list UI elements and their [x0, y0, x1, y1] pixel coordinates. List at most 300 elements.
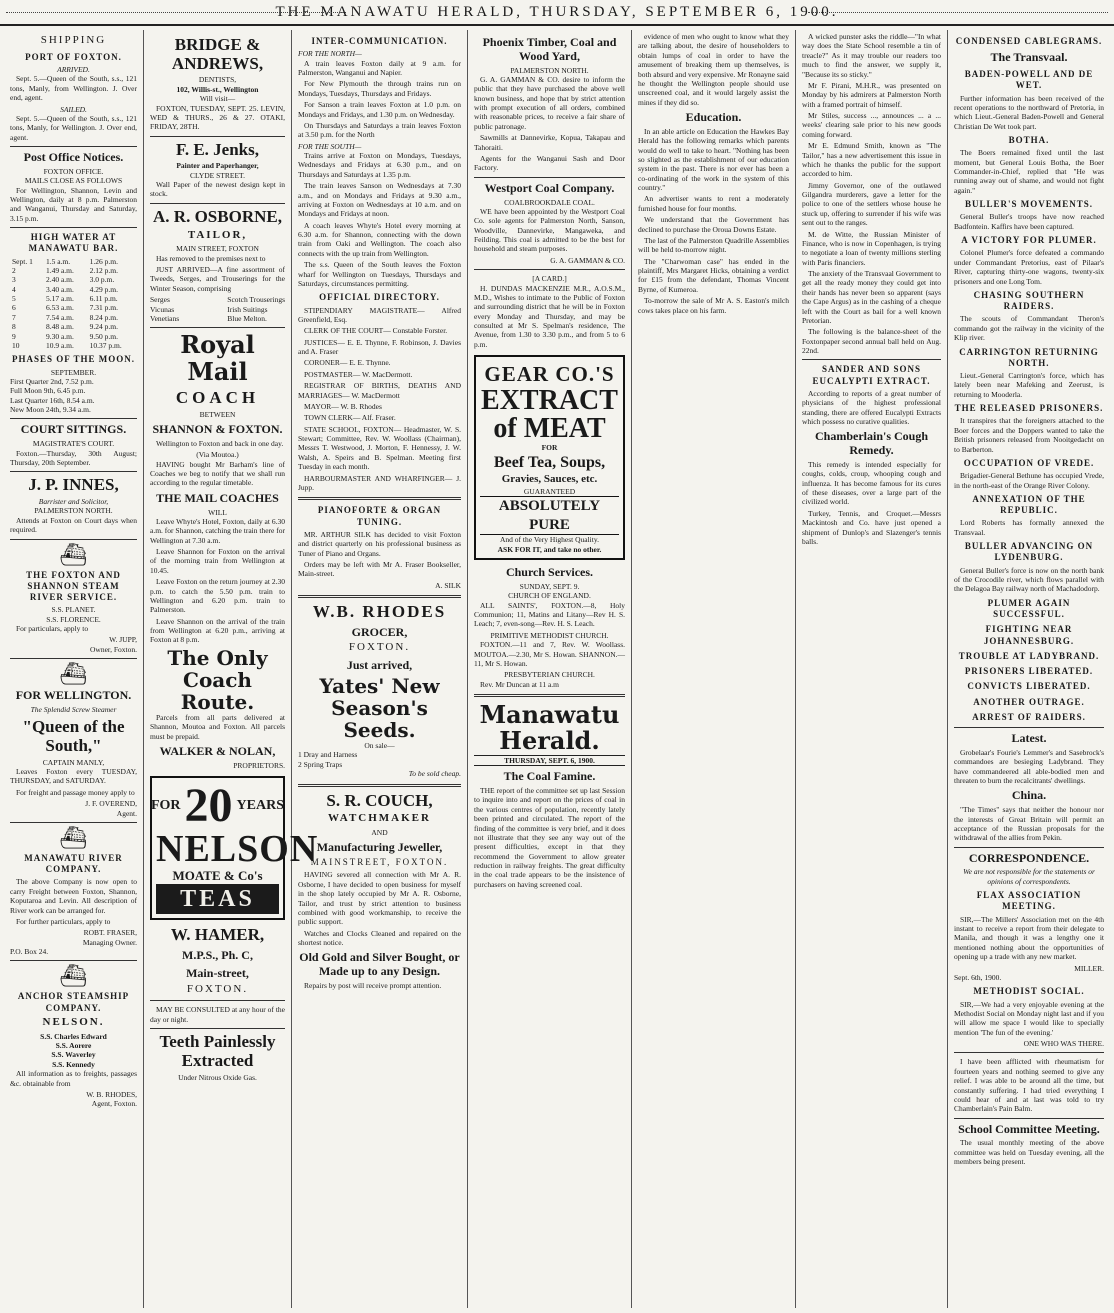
nelson-20: 20 — [184, 779, 233, 833]
shannon-foxton: SHANNON & FOXTON. — [152, 422, 283, 437]
high-water-cell: 3.40 a.m. — [45, 284, 74, 294]
arrived-text: JUST ARRIVED—A fine assortment of Tweeds, Serges, and Trouserings for the Winter Season, comprising — [150, 265, 285, 293]
china-text: "The Times" says that neither the honour nor the interests of Great Britain will permit an acceptance of the Russian proposals for the withdrawal of the allies from Pekin. — [954, 805, 1104, 843]
riddle-text: evidence of men who ought to know what they are talking about, the desire of householders to obtain lumps of coal in order to have the amusement of breaking them up themselves, is both absurd and very expensive. Mr Ronayne said he thought the Wellington people should use unscreened coal, and it would largely assist the mines if they did so. — [638, 32, 789, 107]
column-5 — [632, 30, 796, 1308]
tomorrow-text: To-morrow the sale of Mr A. S. Easton's milch cows takes place on his farm. — [638, 296, 789, 315]
divider — [474, 269, 625, 270]
osborne-name: A. R. OSBORNE, — [153, 206, 282, 226]
bp-title: BADEN-POWELL AND DE WET. — [964, 69, 1094, 91]
rhodes-item: 1 Dray and Harness — [298, 750, 358, 760]
jenks-place: CLYDE STREET. — [190, 170, 245, 180]
hamer-sub: Main-street, — [186, 965, 249, 980]
osborne-title: TAILOR, — [187, 228, 248, 241]
high-water-cell: 10.9 a.m. — [45, 340, 74, 350]
rhodes-seeds: Yates' New Season's Seeds. — [319, 674, 440, 743]
church-sub-3: PRESBYTERIAN CHURCH. — [504, 670, 595, 680]
anxiety-text: The anxiety of the Transvaal Government to get all the ready money they could get into their hands has never been so apparent (says the Cape Argus) as in the cashing of a cheque left with the Court as bail for a well known Pretorian. — [802, 269, 941, 325]
westport-sub: COALBROOKDALE COAL. — [504, 197, 595, 207]
high-water-cell: 9.50 p.m. — [89, 331, 118, 341]
flax-text: SIR,—The Millers' Association met on the 4th instant to receive a report from their delegate to Manila, and though it was a lengthy one it mentioned nothing about the opportunities of opening up a trade with any new market. — [954, 914, 1104, 962]
methodist-sign: ONE WHO WAS THERE. — [1023, 1039, 1104, 1049]
steam-particulars: For particulars, apply to — [16, 624, 89, 634]
chasing-title: CHASING SOUTHERN RAIDERS. — [973, 289, 1085, 312]
innes-name: J. P. INNES, — [28, 475, 119, 495]
teeth-title: Teeth Painlessly Extracted — [159, 1032, 276, 1070]
couch-trade: WATCHMAKER — [328, 812, 431, 825]
divider — [150, 136, 285, 137]
chamberlain-title: Chamberlain's Cough Remedy. — [814, 429, 929, 458]
masthead-rule-right — [808, 12, 1108, 13]
queen-agent-role: Agent. — [116, 808, 137, 818]
divider — [10, 418, 137, 419]
jenks-title: Painter and Paperhanger, — [176, 161, 259, 171]
mail-coach-text-3: Leave Foxton on the return journey at 2.30 p.m. to catch the 5.50 p.m. train to Wellington and 6.20 p.m. train to Palmerston. — [150, 577, 285, 615]
pirani-text: Mr F. Pirani, M.H.R., was presented on Monday by his admirers at Palmerston North with a framed portrait of himself. — [802, 80, 941, 109]
anchor-ship-4: S.S. Kennedy — [52, 1059, 95, 1069]
high-water-title: HIGH WATER AT MANAWATU BAR. — [28, 232, 119, 254]
gear-gravies: Gravies, Sauces, etc. — [501, 472, 598, 485]
anchor-agent-role: Agent, Foxton. — [91, 1099, 137, 1109]
innes-title: Barrister and Solicitor, — [38, 497, 109, 507]
official-directory-list — [298, 306, 461, 493]
ic-text: Trains arrive at Foxton on Mondays, Tuesdays, Wednesdays and Fridays at 6.30 p.m., and on Thursdays and Saturdays at 1.35 p.m. — [298, 151, 461, 179]
river-title: MANAWATU RIVER COMPANY. — [24, 852, 123, 875]
high-water-cell: 6.53 a.m. — [45, 303, 74, 313]
divider — [150, 327, 285, 328]
between: BETWEEN — [199, 409, 236, 419]
flax-date: Sept. 6th, 1900. — [954, 972, 1002, 982]
high-water-cell: Sept. 1 — [12, 256, 33, 266]
church-text-2: FOXTON.—11 and 7, Rev. W. Woollass. MOUTOA.—2.30, Mr S. Howan. SHANNON.—11, Mr S. Howan. — [474, 640, 625, 668]
only-coach-title: The Only Coach Route. — [167, 645, 268, 714]
gear-guaranteed: GUARANTEED — [523, 486, 576, 496]
post-office-text: For Wellington, Shannon, Levin and Wellington, daily at 8 p.m. Palmerston and Wanganui, Thursday and Saturday, 3.15 p.m. — [10, 185, 137, 223]
steam-boat-1: S.S. PLANET. — [51, 605, 96, 615]
via-moutoa: (Via Moutoa.) — [196, 450, 239, 460]
cloth-item: Serges — [150, 295, 170, 305]
mail-coach-text-2: Leave Shannon for Foxton on the arrival of the morning train from Wellington at 10.45. — [150, 547, 285, 575]
ic-text: On Thursdays and Saturdays a train leaves Foxton at 3.50 p.m. for the North — [298, 120, 461, 140]
consult-text: MAY BE CONSULTED at any hour of the day or night. — [150, 1005, 285, 1024]
buller-title: BULLER'S MOVEMENTS. — [964, 199, 1094, 210]
westport-text: WE have been appointed by the Westport Coal Co. sole agents for Palmerston North, Sanson, Woodville, Dannevirke, Mangaweka, and Feilding. This coal is admitted to be the best for household and steam purposes. — [474, 206, 625, 254]
high-water-row — [10, 294, 137, 303]
steamship-icon: ⛴ — [59, 963, 88, 989]
cloth-item: Irish Suitings — [227, 304, 268, 314]
rhodes-sale: On sale— — [364, 741, 395, 751]
church-sub-1: CHURCH OF ENGLAND. — [508, 591, 591, 601]
couch-gold: Old Gold and Silver Bought, or Made up to any Design. — [299, 950, 460, 979]
queen-freight: For freight and passage money apply to — [16, 787, 135, 797]
mail-coaches-title: THE MAIL COACHES — [156, 490, 279, 505]
high-water-cell: 2.12 p.m. — [89, 265, 118, 275]
gear-of-meat: of MEAT — [493, 413, 606, 445]
cloth-item: Blue Melton. — [227, 313, 267, 323]
ic-text: For New Plymouth the through trains run on Mondays, Tuesdays, Thursdays and Fridays. — [298, 79, 461, 98]
timber-place: PALMERSTON NORTH. — [510, 65, 589, 75]
high-water-cell: 8.48 a.m. — [45, 322, 74, 332]
steamship-icon: ⛴ — [59, 541, 88, 567]
parcels-text: Parcels from all parts delivered at Shannon, Moutoa and Foxton. All parcels must be prepaid. — [150, 712, 285, 741]
piano-orders: Orders may be left with Mr A. Fraser Bookseller, Main-street. — [298, 559, 461, 579]
moon-month: SEPTEMBER. — [50, 367, 97, 377]
gear-title: GEAR CO.'S — [484, 362, 615, 387]
high-water-row — [10, 341, 137, 350]
divider — [954, 727, 1104, 728]
ic-text: For Sanson a train leaves Foxton at 1.0 p.m. on Mondays and Fridays, and 1.30 p.m. on Wednesday. — [298, 100, 461, 119]
steam-agent-role: Owner, Foxton. — [90, 644, 137, 654]
high-water-row — [10, 313, 137, 322]
court-text: Foxton.—Thursday, 30th August; Thursday, 20th September. — [10, 448, 137, 467]
anchor-text: All information as to freights, passages &c. obtainable from — [10, 1069, 137, 1088]
queen-title: "Queen of the South," — [22, 717, 125, 756]
river-box: P.O. Box 24. — [10, 947, 49, 957]
gear-extract-ad — [474, 355, 625, 560]
court-title: COURT SITTINGS. — [20, 422, 127, 437]
high-water-cell: 3 — [12, 275, 16, 285]
high-water-cell: 9.30 a.m. — [45, 331, 74, 341]
couch-trade-2: Manufacturing Jeweller, — [316, 840, 443, 855]
liberated-title: PRISONERS LIBERATED. — [964, 666, 1094, 677]
high-water-row — [10, 303, 137, 312]
innes-place: PALMERSTON NORTH. — [34, 506, 113, 516]
vrede-title: OCCUPATION OF VREDE. — [963, 457, 1095, 468]
edmund-text: Mr E. Edmund Smith, known as "The Tailor," has a new advertisement this issue in which he thanks the public for the support accorded to him. — [802, 141, 941, 179]
transvaal-title: The Transvaal. — [990, 50, 1068, 65]
divider — [10, 227, 137, 228]
school-title: School Committee Meeting. — [958, 1121, 1100, 1136]
port-heading: PORT OF FOXTON. — [25, 51, 122, 62]
couch-name: S. R. COUCH, — [326, 790, 433, 810]
rhodes-name: W.B. RHODES — [312, 602, 447, 621]
high-water-cell: 3.0 p.m. — [89, 275, 115, 285]
divider — [298, 497, 461, 500]
balance-sheet-text: The following is the balance-sheet of the Foxtonpaper second annual ball held on Aug. 22nd. — [802, 327, 941, 355]
high-water-cell: 8 — [12, 322, 16, 332]
mail-coach-text-4: Leave Shannon on the arrival of the train from Wellington at 6.20 p.m., arriving at Foxton at 8 p.m. — [150, 616, 285, 645]
ic-south: FOR THE SOUTH— — [298, 141, 362, 151]
carrington-text: Lieut.-General Carrington's force, which has lately been near Mafeking and Zeerust, is returning to Mooderla. — [954, 371, 1104, 399]
shipping-title: SHIPPING — [40, 34, 107, 46]
post-office-title: Post Office Notices. — [23, 150, 124, 164]
divider — [10, 822, 137, 823]
correspondence-title: CORRESPONDENCE. — [968, 850, 1090, 865]
hamer-place: FOXTON. — [186, 982, 249, 995]
divider — [298, 784, 461, 787]
post-office-sub: FOXTON OFFICE. — [43, 166, 104, 176]
witte-text: M. de Witte, the Russian Minister of Finance, who is now in Copenhagen, is trying to negotiate a loan of twenty millions sterling with Paris financiers. — [802, 229, 941, 267]
directory-entry: JUSTICES— E. E. Thynne, F. Robinson, J. Davies and A. Fraser — [298, 337, 461, 356]
high-water-cell: 7.31 p.m. — [89, 303, 118, 313]
divider — [298, 595, 461, 598]
high-water-cell: 4.29 p.m. — [89, 284, 118, 294]
nelson-teas: TEAS — [156, 884, 279, 914]
divider — [150, 203, 285, 204]
convicts-title: CONVICTS LIBERATED. — [967, 681, 1091, 692]
anchor-place: NELSON. — [42, 1015, 105, 1028]
high-water-cell: 9.24 p.m. — [89, 322, 118, 332]
column-6 — [796, 30, 948, 1308]
directory-entry: HARBOURMASTER AND WHARFINGER— J. Jupp. — [298, 473, 461, 492]
herald-title: Manawatu Herald. — [479, 700, 620, 756]
nelson-name: NELSON — [156, 828, 319, 871]
lydenburg-text: General Buller's force is now on the north bank of the Crocodile river, which flows parallel with the Delagoa Bay railway north of Machadodorp. — [954, 565, 1104, 594]
anchor-title: ANCHOR STEAMSHIP COMPANY. — [17, 991, 130, 1013]
captain: CAPTAIN MANLY, — [42, 757, 105, 767]
china-title: China. — [1011, 788, 1047, 803]
ic-text: The train leaves Sanson on Wednesdays at 7.30 a.m., and on Mondays and Fridays at 9.30 a.m., arriving at Foxton on Wednesdays at 10 a.m. and on Mondays and Fridays at noon. — [298, 181, 461, 219]
walker-role: PROPRIETORS. — [233, 760, 285, 770]
royal-mail-title: Royal Mail — [180, 330, 255, 386]
divider — [10, 960, 137, 961]
queen-text: Leaves Foxton every TUESDAY, THURSDAY, and SATURDAY. — [10, 767, 137, 786]
divider — [954, 1052, 1104, 1053]
methodist-text: SIR,—We had a very enjoyable evening at the Methodist Social on Monday night last and if you will allow me space I would like to specially mention 'The fun of the evening.' — [954, 999, 1104, 1037]
walker-title: WALKER & NOLAN, — [159, 743, 276, 758]
moon-phase: Full Moon 9th, 6.45 p.m. — [10, 386, 86, 396]
high-water-cell: 9 — [12, 331, 16, 341]
directory-entry: STIPENDIARY MAGISTRATE— Alfred Greenfield, Esq. — [298, 305, 461, 324]
advert-text: An advertiser wants to rent a moderately furnished house for four months. — [638, 194, 789, 213]
high-water-cell: 2 — [12, 265, 16, 275]
hamer-title: M.P.S., Ph. C, — [182, 948, 253, 963]
directory-entry: STATE SCHOOL, FOXTON— Headmaster, W. S. Stewart; Committee, Rev. W. Woollass (Chairman), Messrs T. Westwood, J. Morton, F. Hennessy, J. W. Walsh, A. Speirs and B. Spelman. Meeting first Tuesday in each month. — [298, 424, 461, 472]
high-water-cell: 1.49 a.m. — [45, 265, 74, 275]
high-water-table — [10, 257, 137, 351]
church-title: Church Services. — [505, 565, 594, 580]
piano-title: PIANOFORTE & ORGAN TUNING. — [317, 505, 442, 527]
westport-title: Westport Coal Company. — [484, 180, 615, 195]
couch-place: MAINSTREET, FOXTON. — [310, 857, 449, 868]
high-water-cell: 4 — [12, 284, 16, 294]
plumer-title: PLUMER AGAIN SUCCESSFUL. — [987, 597, 1071, 620]
ic-text: A train leaves Foxton daily at 9 a.m. for Palmerston, Wanganui and Napier. — [298, 58, 461, 77]
released-title: THE RELEASED PRISONERS. — [954, 403, 1104, 414]
steam-service-title: THE FOXTON AND SHANNON STEAM RIVER SERVICE. — [26, 569, 121, 603]
high-water-cell: 5.17 a.m. — [45, 294, 74, 304]
masthead — [0, 0, 1114, 26]
arrived-label: ARRIVED. — [57, 65, 90, 74]
column-3 — [292, 30, 468, 1308]
correspondence-note: We are not responsible for the statements or opinions of correspondents. — [963, 867, 1095, 886]
jenks-text: Wall Paper of the newest design kept in stock. — [150, 180, 285, 199]
masthead-rule-left — [6, 12, 346, 13]
latest-title: Latest. — [1011, 731, 1047, 746]
timber-title: Phoenix Timber, Coal and Wood Yard, — [482, 35, 617, 63]
westport-sign: G. A. GAMMAN & CO. — [550, 255, 625, 265]
will: WILL — [208, 507, 227, 517]
bridge-title: BRIDGE & ANDREWS, — [171, 35, 264, 73]
screw-line: The Splendid Screw Steamer — [30, 704, 117, 714]
flax-title: FLAX ASSOCIATION MEETING. — [976, 890, 1082, 912]
coach-word: COACH — [175, 388, 260, 408]
church-sub-2: PRIMITIVE METHODIST CHURCH. — [490, 630, 609, 640]
bridge-visit: Will visit— — [199, 94, 236, 104]
arrest-title: ARREST OF RAIDERS. — [972, 711, 1086, 722]
steam-agent: W. JUPP, — [109, 635, 137, 645]
couch-post: Repairs by post will receive prompt attention. — [304, 980, 442, 990]
gear-ask: ASK FOR IT, and take no other. — [497, 544, 602, 554]
cloth-list — [150, 295, 285, 323]
sailed-text: Sept. 5.—Queen of the South, s.s., 121 tons, Manly, for Wellington. J. Over end, agent. — [10, 113, 137, 142]
couch-text: HAVING severed all connection with Mr A. R. Osborne, I have decided to open business for myself in the shop lately occupied by Mr A. R. Osborne, Tailor, and trust by strict attention to business combined with good workmanship, to receive the public support. — [298, 870, 461, 927]
ic-text: A coach leaves Whyte's Hotel every morning at 6.30 a.m. for Shannon, connecting with the down train from Oaki and Wellington. The coach also connects with the up train from Wellington. — [298, 220, 461, 258]
high-water-cell: 6.11 p.m. — [89, 294, 118, 304]
vrede-text: Brigadier-General Bethune has occupied Vrede, in the north-east of the Orange River Colony. — [954, 471, 1104, 490]
ladybrand-title: TROUBLE AT LADYBRAND. — [958, 650, 1100, 661]
high-water-cell: 1.26 p.m. — [89, 256, 118, 266]
rhodes-item: 2 Spring Traps — [298, 759, 343, 769]
directory-entry: CLERK OF THE COURT— Constable Forster. — [304, 326, 448, 336]
botha-title: BOTHA. — [1008, 135, 1050, 146]
high-water-cell: 8.24 p.m. — [89, 312, 118, 322]
rheumatism-text: I have been afflicted with rheumatism for fourteen years and nothing seemed to give any relief. I was able to be around all the time, but constantly suffering. I had tried everything I could hear of and at last was told to try Chamberlain's Pain Balm. — [954, 1057, 1104, 1114]
anchor-ship-1: S.S. Charles Edward — [40, 1031, 107, 1041]
quadrille-text: The last of the Palmerston Quadrille Assemblies will be held to-morrow night. — [638, 235, 789, 255]
church-text-3: Rev. Mr Duncan at 11 a.m — [480, 679, 560, 689]
moon-phase: New Moon 24th, 9.34 a.m. — [10, 405, 91, 415]
column-7 — [948, 30, 1110, 1308]
nelson-years: YEARS — [236, 798, 285, 814]
gear-beef: Beef Tea, Soups, — [493, 453, 606, 471]
methodist-title: METHODIST SOCIAL. — [973, 986, 1085, 997]
rhodes-arrived: Just arrived, — [346, 658, 413, 673]
steam-boat-2: S.S. FLORENCE. — [46, 614, 101, 624]
court-sub: MAGISTRATE'S COURT. — [32, 439, 115, 449]
moon-phase: Last Quarter 16th, 8.54 a.m. — [10, 395, 95, 405]
timber-mills: Sawmills at Dannevirke, Kopua, Takapau and Tahoraiti. — [474, 133, 625, 152]
directory-entry: CORONER— E. E. Thynne. — [304, 358, 391, 368]
innes-text: Attends at Foxton on Court days when required. — [10, 515, 137, 535]
divider — [150, 1028, 285, 1029]
column-2 — [144, 30, 319, 1308]
high-water-cell: 7 — [12, 312, 16, 322]
jenks-name: F. E. Jenks, — [176, 139, 259, 159]
column-1 — [4, 30, 144, 1308]
botha-text: The Boers remained fixed until the last moment, but General Louis Botha, the Boer Commander-in-Chief, replied that "He was running away out of shame, and would not fight again." — [954, 148, 1104, 195]
school-text: The usual monthly meeting of the above committee was held on Tuesday evening, all the members being present. — [954, 1138, 1104, 1167]
sander-text: According to reports of a great number of physicians of the highest professional standing, there are offered Eucalypti Extracts which possess no curative qualities. — [802, 388, 941, 426]
high-water-row — [10, 275, 137, 284]
stiles-text: Mr Stiles, success ..., announces ... a ... weeks' clearing sale prior to his new goods coming forward. — [802, 111, 941, 139]
coach-text: Wellington to Foxton and back in one day. — [156, 438, 284, 448]
released-text: It transpires that the foreigners attached to the Boer forces and the Doppers wanted to take the British prisoners released from Nooitgedacht on to Barberton. — [954, 416, 1104, 454]
river-agent: ROBT. FRASER, — [83, 928, 137, 938]
coal-famine-text: THE report of the committee set up last Session to inquire into and report on the prices of coal in the various centres of population, recently lately been printed and circulated. The report of the finding of the committee is very brief, and it does not illustrate that they see any way out of the present difficulties, except in that they recommend the Government to allow greater reduction in railway freights. The great difficulty in the coal trade appears to be the insistence of purchasers on having screened coal. — [474, 786, 625, 889]
turkey-text: Turkey, Tennis, and Croquet.—Messrs Mackintosh and Co. have just opened a shipment of Dunlop's and Slazenger's tennis balls. — [802, 508, 941, 546]
buller-text: General Buller's troops have now reached Badfontein. Kaffirs have been captured. — [954, 212, 1104, 231]
high-water-cell: 5 — [12, 294, 16, 304]
masthead-title: THE MANAWATU HERALD, THURSDAY, SEPTEMBER 6, 1900. — [275, 3, 839, 20]
divider — [474, 177, 625, 178]
official-directory-title: OFFICIAL DIRECTORY. — [319, 292, 440, 303]
mail-coach-text-1: Leave Whyte's Hotel, Foxton, daily at 6.30 a.m. for Shannon, catching the train there for Wellington at 7.30 a.m. — [150, 516, 285, 545]
couch-watches: Watches and Clocks Cleaned and repaired on the shortest notice. — [298, 928, 461, 948]
annex-title: ANNEXATION OF THE REPUBLIC. — [972, 493, 1086, 516]
victory-text: Colonel Plumer's force defeated a commando under Commandant Pretorius, east of Pilaar's River, capturing thirty-one wagons, twenty-six prisoners and one Long Tom. — [954, 248, 1104, 286]
ic-north: FOR THE NORTH— — [298, 49, 362, 59]
lydenburg-title: BULLER ADVANCING ON LYDENBURG. — [964, 541, 1094, 563]
bridge-addr: 102, Willis-st., Wellington — [176, 84, 259, 94]
river-particulars: For further particulars, apply to — [16, 916, 111, 926]
rhodes-trade: GROCER, — [351, 624, 408, 639]
moon-title: PHASES OF THE MOON. — [11, 354, 135, 365]
carrington-title: CARRINGTON RETURNING NORTH. — [959, 346, 1099, 368]
intercommunication-title: INTER-COMMUNICATION. — [311, 36, 448, 46]
rhodes-place: FOXTON. — [348, 641, 411, 654]
rhodes-sold: To be sold cheap. — [408, 769, 461, 779]
directory-entry: TOWN CLERK— Alf. Fraser. — [304, 413, 396, 423]
hamer-name: W. HAMER, — [170, 925, 265, 945]
couch-and: AND — [371, 827, 388, 837]
bridge-sub: DENTISTS, — [198, 75, 237, 85]
divider — [10, 471, 137, 472]
osborne-text: Has removed to the premises next to — [156, 253, 266, 263]
teeth-sub: Under Nitrous Oxide Gas. — [178, 1072, 257, 1082]
anchor-ship-3: S.S. Waverley — [51, 1050, 96, 1060]
coal-famine-title: The Coal Famine. — [503, 769, 596, 784]
sander-title: SANDER AND SONS EUCALYPTI EXTRACT. — [812, 364, 931, 386]
bridge-text: FOXTON, TUESDAY, SEPT. 25. LEVIN, WED & THURS., 26 & 27. OTAKI, FRIDAY, 28TH. — [150, 103, 285, 132]
high-water-row — [10, 322, 137, 331]
chamberlain-text: This remedy is intended especially for coughs, colds, croup, whooping cough and influenza. It has become famous for its cures of these diseases, over a large part of the civilized world. — [802, 459, 941, 507]
victory-title: A VICTORY FOR PLUMER. — [961, 235, 1097, 246]
river-agent-role: Managing Owner. — [82, 937, 137, 947]
church-text-1: ALL SAINTS', FOXTON.—8, Holy Communion; 11, Matins and Litany—Rev H. S. Leach; 7, even-song—Rev. H. S. Leach. — [474, 600, 625, 629]
church-date: SUNDAY, SEPT. 9. — [519, 581, 580, 591]
high-water-row — [10, 266, 137, 275]
nelson-for: FOR — [150, 798, 181, 814]
education-text: In an able article on Education the Hawkes Bay Herald has the following remarks which parents would do well to take to heart. "Nothing has been so slighted as the establishment of our education system in the past. There is nor ever has been a co-ordinating of the work in the system of this country." — [638, 126, 789, 193]
directory-entry: REGISTRAR OF BIRTHS, DEATHS AND MARRIAGES— W. MacDermott — [298, 381, 461, 400]
high-water-cell: 2.40 a.m. — [45, 275, 74, 285]
outrage-title: ANOTHER OUTRAGE. — [973, 696, 1085, 707]
anchor-agent: W. B. RHODES, — [86, 1089, 137, 1099]
divider — [802, 359, 941, 360]
arrived-text: Sept. 5.—Queen of the South, s.s., 121 tons, Manly, from Wellington. J. Over end, agent. — [10, 74, 137, 103]
nelson-tea-ad — [150, 776, 319, 920]
ic-text: The s.s. Queen of the South leaves the Foxton wharf for Wellington on Tuesdays, Thursdays and Saturdays, circumstances permitting. — [298, 260, 461, 288]
post-office-mails: MAILS CLOSE AS FOLLOWS — [24, 176, 123, 186]
divider — [10, 658, 137, 659]
high-water-cell: 1.5 a.m. — [45, 256, 71, 266]
column-4 — [468, 30, 632, 1308]
timber-agents: Agents for the Wanganui Sash and Door Factory. — [474, 153, 625, 173]
gear-extract: EXTRACT — [481, 385, 618, 417]
gear-quality: And of the Very Highest Quality. — [500, 535, 599, 545]
education-title: Education. — [685, 110, 742, 124]
latest-text: Grobelaar's Fourie's Lemmer's and Sasebrock's commandoes are besieging Ladybrand. They have commandeered all able-bodied men and threaten to burn the recalcitrants' dwellings. — [954, 747, 1104, 785]
river-text: The above Company is now open to carry Freight between Foxton, Shannon, Koputaroa and Levin. All description of River work can be arranged for. — [10, 877, 137, 915]
annex-text: Lord Roberts has formally annexed the Transvaal. — [954, 518, 1104, 537]
piano-sign: A. SILK — [435, 580, 461, 590]
steamship-icon: ⛴ — [59, 661, 88, 687]
jimmy-text: Jimmy Governor, one of the outlawed Gilgandra murderers, gave a letter for the police to one of the settlers whose house he stuck up, offering to surrender if his wife was sent out to the ranges. — [802, 180, 941, 228]
high-water-cell: 10.37 p.m. — [89, 340, 122, 350]
directory-entry: POSTMASTER— W. MacDermott. — [304, 369, 413, 379]
piano-text: MR. ARTHUR SILK has decided to visit Foxton and district quarterly on his professional business as Tuner of Piano and Organs. — [298, 529, 461, 558]
nelson-moate: MOATE & Co's — [172, 868, 263, 884]
gear-for: FOR — [541, 443, 558, 453]
high-water-row — [10, 257, 137, 266]
high-water-cell: 10 — [12, 340, 20, 350]
herald-date: THURSDAY, SEPT. 6, 1900. — [474, 755, 625, 766]
moon-list — [10, 377, 137, 415]
divider — [474, 694, 625, 697]
oroua-text: We understand that the Government has declined to purchase the Oroua Downs Estate. — [638, 215, 789, 234]
wellington-title: FOR WELLINGTON. — [15, 688, 132, 703]
